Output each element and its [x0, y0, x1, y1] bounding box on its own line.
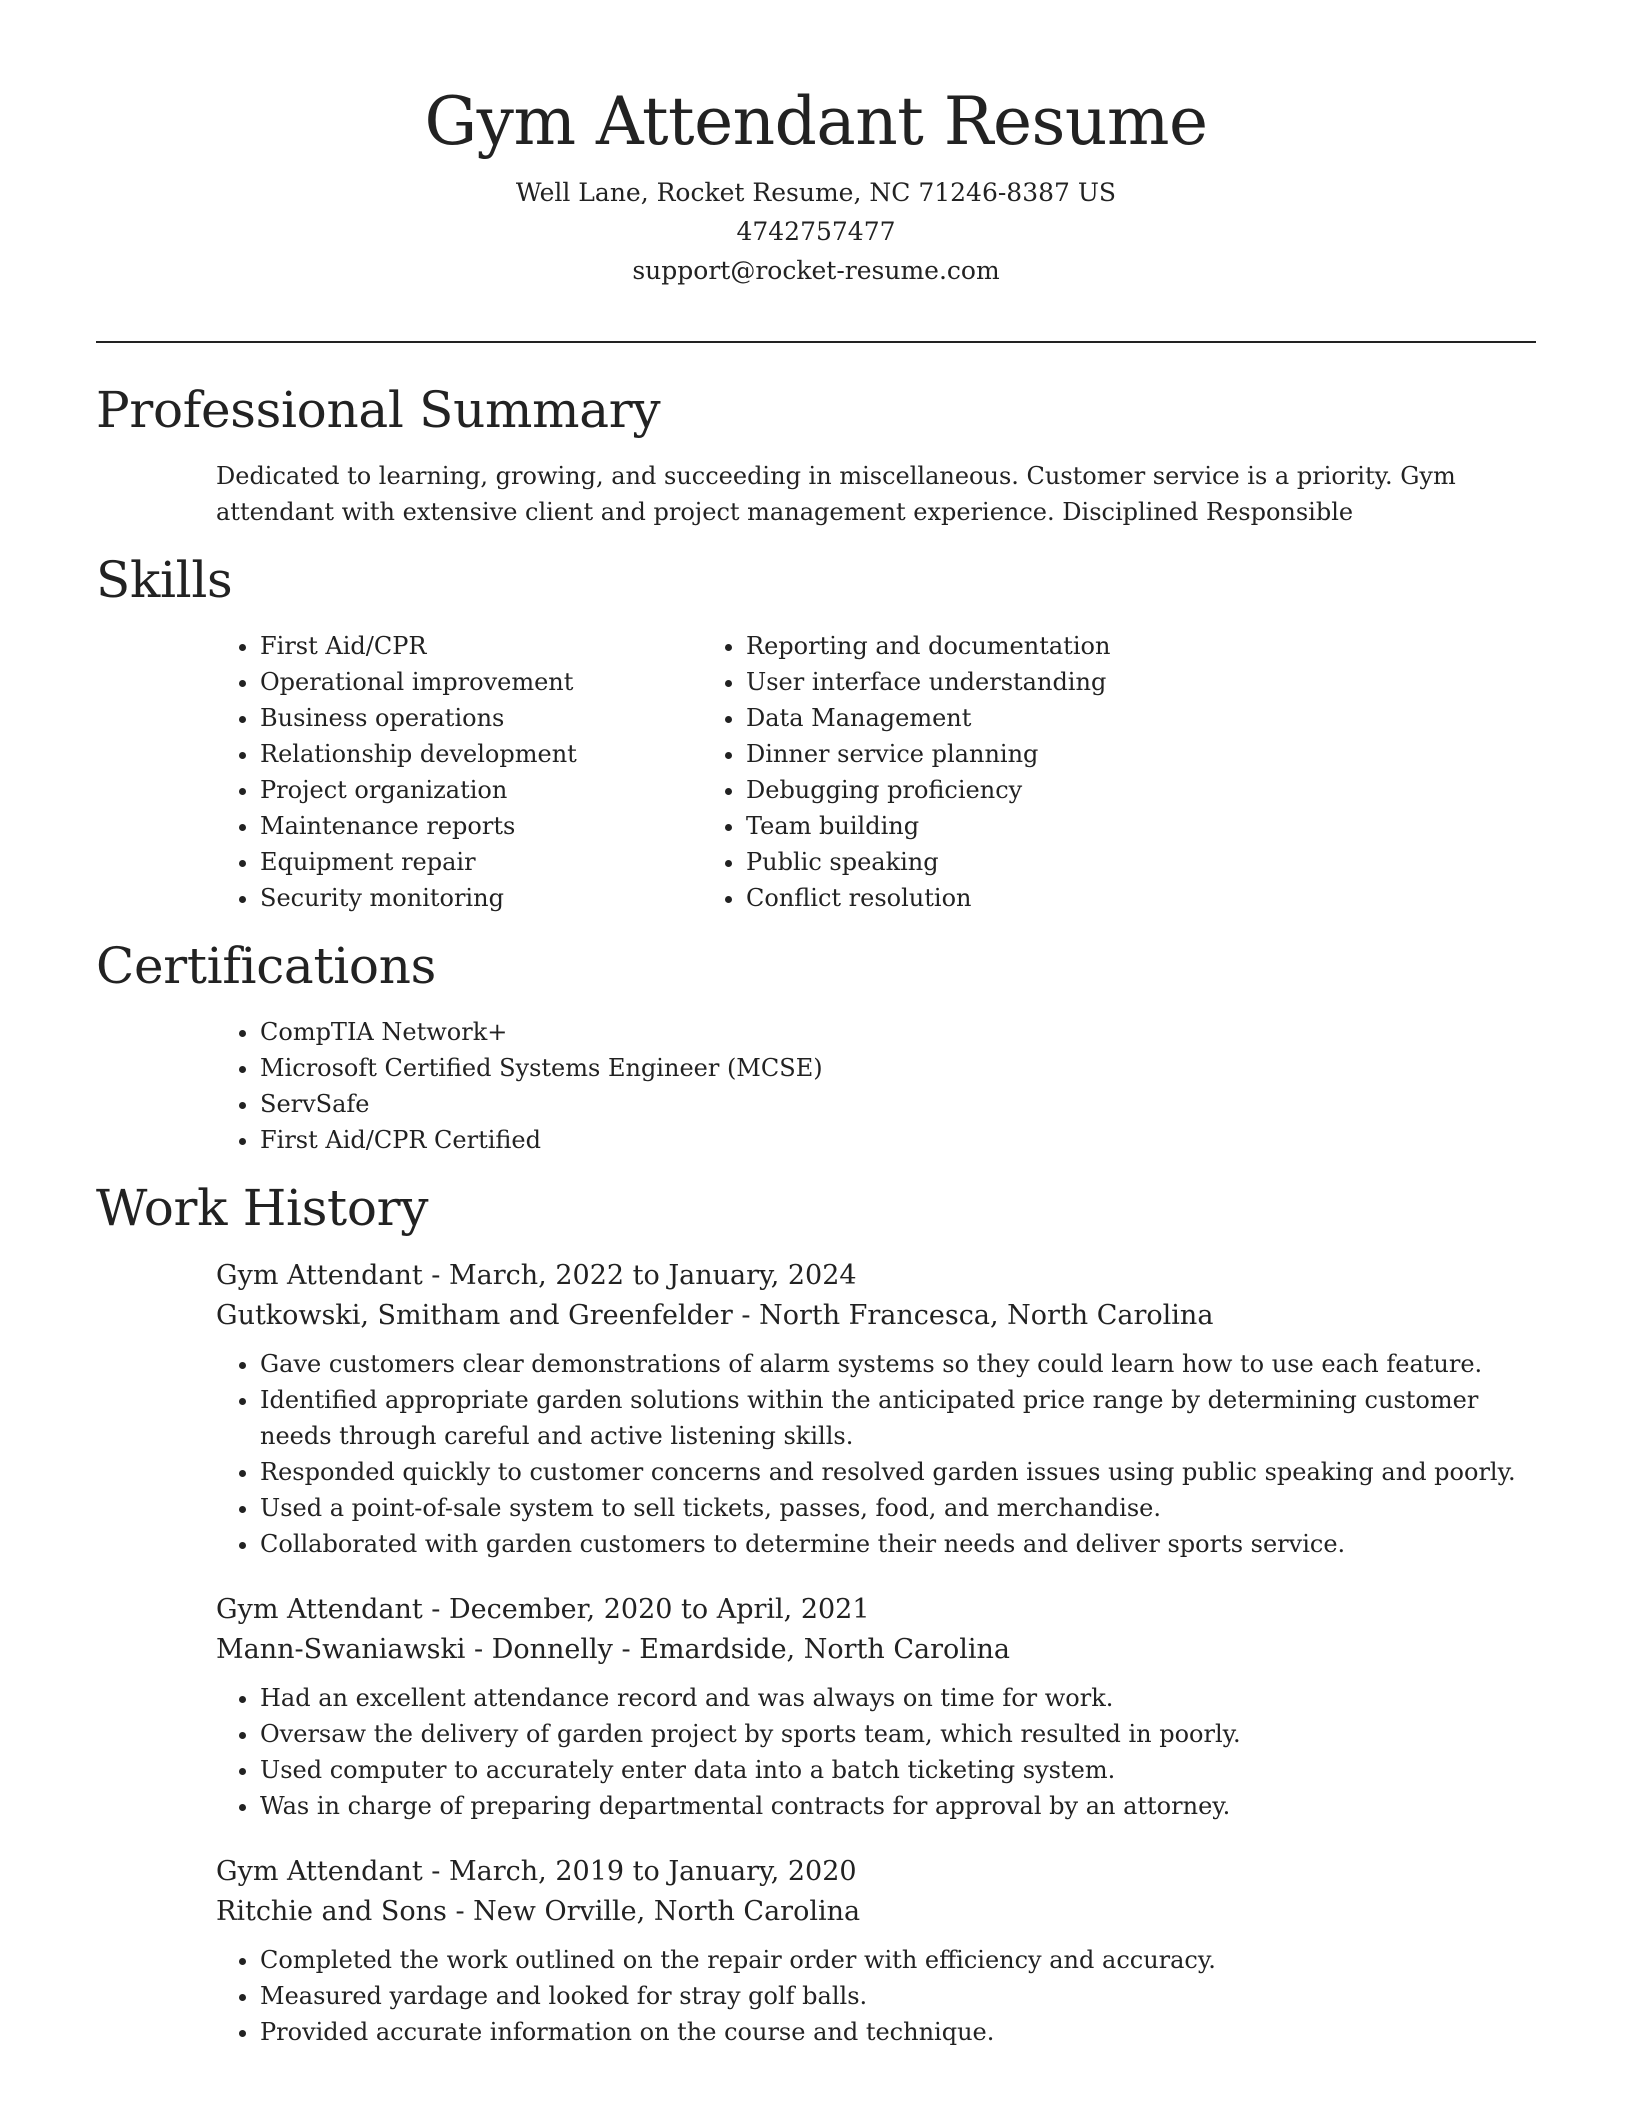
- job-bullet: • Completed the work outlined on the repair order with efficiency and accuracy.: [260, 1942, 1536, 1978]
- address: Well Lane, Rocket Resume, NC 71246-8387 US: [515, 178, 1117, 208]
- skills-section: [96, 550, 1536, 916]
- skill-item: • Dinner service planning: [746, 736, 1346, 772]
- job-bullet: • Used a point-of-sale system to sell tickets, passes, food, and merchandise.: [260, 1490, 1536, 1526]
- job-bullets: [216, 1942, 1536, 2050]
- job-dates: March, 2019 to January, 2020: [449, 1856, 857, 1887]
- job-bullet: • Collaborated with garden customers to determine their needs and deliver sports service.: [260, 1526, 1536, 1562]
- job-company: Ritchie and Sons: [216, 1896, 447, 1927]
- resume-body: [96, 380, 1536, 2078]
- job-dates: March, 2022 to January, 2024: [449, 1260, 857, 1291]
- skills-heading: Skills: [96, 551, 233, 609]
- skill-item: • Relationship development: [260, 736, 746, 772]
- job-company-line: Gutkowski, Smitham and Greenfelder - North Francesca, North Carolina: [216, 1300, 1214, 1331]
- skill-item: • Reporting and documentation: [746, 628, 1346, 664]
- job-bullet: • Responded quickly to customer concerns and resolved garden issues using public speaking and poorly.: [260, 1454, 1536, 1490]
- summary-heading: Professional Summary: [96, 381, 661, 439]
- job-bullet: • Used computer to accurately enter data into a batch ticketing system.: [260, 1752, 1536, 1788]
- job-bullet: • Identified appropriate garden solutions within the anticipated price range by determining customer needs through careful and active listening skills.: [260, 1382, 1536, 1454]
- certifications-heading: Certifications: [96, 937, 436, 995]
- job-company-line: Ritchie and Sons - New Orville, North Carolina: [216, 1896, 861, 1927]
- job-entry: [216, 1852, 1536, 2050]
- contact-block: [0, 173, 1632, 290]
- job-bullets: [216, 1680, 1536, 1824]
- job-bullet: • Had an excellent attendance record and was always on time for work.: [260, 1680, 1536, 1716]
- work-history-section: [96, 1178, 1536, 2050]
- skills-column-right: [746, 628, 1346, 916]
- job-title-line: Gym Attendant - March, 2019 to January, 2020: [216, 1856, 857, 1887]
- skill-item: • Conflict resolution: [746, 880, 1346, 916]
- summary-section: [96, 380, 1536, 530]
- job-title: Gym Attendant: [216, 1594, 423, 1625]
- job-bullet: • Measured yardage and looked for stray golf balls.: [260, 1978, 1536, 2014]
- certification-item: • Microsoft Certified Systems Engineer (MCSE): [260, 1050, 1536, 1086]
- job-entry: [216, 1590, 1536, 1824]
- job-dates: December, 2020 to April, 2021: [449, 1594, 870, 1625]
- certifications-list: [260, 1014, 1536, 1158]
- certification-item: • First Aid/CPR Certified: [260, 1122, 1536, 1158]
- skill-item: • Team building: [746, 808, 1346, 844]
- skill-item: • Equipment repair: [260, 844, 746, 880]
- job-location: Emardside, North Carolina: [639, 1634, 1011, 1665]
- job-bullet: • Oversaw the delivery of garden project by sports team, which resulted in poorly.: [260, 1716, 1536, 1752]
- job-company: Mann-Swaniawski - Donnelly: [216, 1634, 613, 1665]
- resume-title: Gym Attendant Resume: [424, 83, 1208, 160]
- skill-item: • Project organization: [260, 772, 746, 808]
- resume-header: [0, 82, 1632, 290]
- skill-item: • Security monitoring: [260, 880, 746, 916]
- job-bullet: • Provided accurate information on the course and technique.: [260, 2014, 1536, 2050]
- phone: 4742757477: [736, 217, 896, 247]
- job-title: Gym Attendant: [216, 1856, 423, 1887]
- job-bullet: • Gave customers clear demonstrations of alarm systems so they could learn how to use each feature.: [260, 1346, 1536, 1382]
- work-history-heading: Work History: [96, 1179, 429, 1237]
- header-divider: [96, 341, 1536, 343]
- certification-item: • ServSafe: [260, 1086, 1536, 1122]
- job-bullet: • Was in charge of preparing departmental contracts for approval by an attorney.: [260, 1788, 1536, 1824]
- skill-item: • First Aid/CPR: [260, 628, 746, 664]
- certifications-section: [96, 936, 1536, 1158]
- summary-text: Dedicated to learning, growing, and succeeding in miscellaneous. Customer service is a priority. Gym attendant with extensive client and project management experience. Disciplined Responsible: [216, 462, 1456, 526]
- email: support@rocket-resume.com: [632, 256, 1000, 286]
- skill-item: • Public speaking: [746, 844, 1346, 880]
- skill-item: • Business operations: [260, 700, 746, 736]
- skill-item: • Data Management: [746, 700, 1346, 736]
- job-location: North Francesca, North Carolina: [759, 1300, 1214, 1331]
- skill-item: • Operational improvement: [260, 664, 746, 700]
- certification-item: • CompTIA Network+: [260, 1014, 1536, 1050]
- skill-item: • Maintenance reports: [260, 808, 746, 844]
- job-bullets: [216, 1346, 1536, 1562]
- skill-item: • User interface understanding: [746, 664, 1346, 700]
- skill-item: • Debugging proficiency: [746, 772, 1346, 808]
- job-title: Gym Attendant: [216, 1260, 423, 1291]
- skills-columns: [96, 628, 1536, 916]
- job-company: Gutkowski, Smitham and Greenfelder: [216, 1300, 733, 1331]
- job-entry: [216, 1256, 1536, 1562]
- job-title-line: Gym Attendant - December, 2020 to April, 2021: [216, 1594, 870, 1625]
- job-company-line: Mann-Swaniawski - Donnelly - Emardside, North Carolina: [216, 1634, 1011, 1665]
- skills-column-left: [96, 628, 746, 916]
- job-location: New Orville, North Carolina: [473, 1896, 861, 1927]
- job-title-line: Gym Attendant - March, 2022 to January, 2024: [216, 1260, 857, 1291]
